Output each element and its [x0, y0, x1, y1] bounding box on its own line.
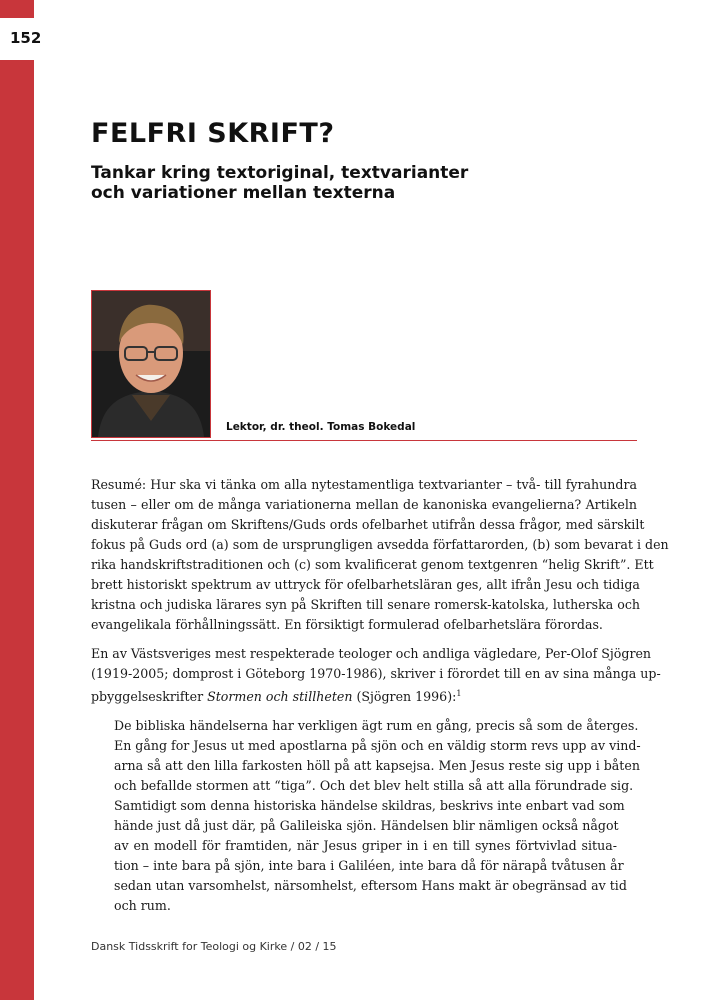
abstract-line: brett historiskt spektrum av uttryck för ofelbarhetsläran ges, allt ifrån Jesu och tidiga — [91, 577, 640, 592]
body-paragraph — [91, 644, 661, 707]
quote-line: tion – inte bara på sjön, inte bara i Galiléen, inte bara då för närapå tvåtusen år — [114, 858, 624, 873]
abstract-line: kristna och judiska lärares syn på Skriften till senare romersk-katolska, lutherska och — [91, 597, 641, 612]
block-quote — [114, 716, 641, 916]
quote-line: och rum. — [114, 898, 171, 913]
abstract — [91, 475, 669, 635]
quote-line: De bibliska händelserna har verkligen ägt rum en gång, precis så som de återges. — [114, 718, 639, 733]
footnote-marker[interactable]: 1 — [456, 689, 462, 698]
author-photo — [91, 290, 211, 438]
paragraph-text: (Sjögren 1996): — [352, 689, 457, 705]
quote-line: sedan utan varsomhelst, närsomhelst, eftersom Hans makt är obegränsad av tid — [114, 878, 627, 893]
page-number: 152 — [10, 29, 42, 47]
quote-line: Samtidigt som denna historiska händelse skildras, beskrivs inte enbart vad som — [114, 798, 625, 813]
page-edge-bar — [0, 0, 34, 1000]
article-subtitle — [91, 163, 591, 203]
abstract-line: diskuterar frågan om Skriftens/Guds ords ofelbarhet utifrån dessa frågor, med särskilt — [91, 517, 645, 532]
author-caption: Lektor, dr. theol. Tomas Bokedal — [226, 421, 416, 433]
abstract-line: Resumé: Hur ska vi tänka om alla nytestamentliga textvarianter – två- till fyrahundra — [91, 477, 637, 492]
quote-line: hände just då just där, på Galileiska sjön. Händelsen blir nämligen också något — [114, 818, 619, 833]
quote-line: arna så att den lilla farkosten höll på att kapsejsa. Men Jesus reste sig upp i båten — [114, 758, 640, 773]
quote-line: och befallde stormen att “tiga”. Och det blev helt stilla så att alla förundrade sig. — [114, 778, 634, 793]
subtitle-line: Tankar kring textoriginal, textvarianter — [91, 163, 469, 183]
paragraph-line: En av Västsveriges mest respekterade teologer och andliga vägledare, Per-Olof Sjögren — [91, 646, 652, 661]
abstract-line: evangelikala förhållningssätt. En försiktigt formulerad ofelbarhetslära förordas. — [91, 617, 603, 632]
paragraph-line: (1919-2005; domprost i Göteborg 1970-1986), skriver i förordet till en av sina många up- — [91, 666, 661, 681]
quote-line: av en modell för framtiden, när Jesus griper in i en till synes förtvivlad situa- — [114, 838, 617, 853]
header-divider — [91, 440, 637, 441]
author-portrait-image — [92, 291, 210, 437]
paragraph-text: pbyggelseskrifter — [91, 689, 208, 705]
journal-footer: Dansk Tidsskrift for Teologi og Kirke / 02 / 15 — [91, 940, 337, 953]
book-title: Stormen och stillheten — [207, 689, 353, 705]
paragraph-line — [91, 684, 637, 707]
abstract-line: tusen – eller om de många variationerna mellan de kanoniska evangelierna? Artikeln — [91, 497, 637, 512]
quote-line: En gång for Jesus ut med apostlarna på sjön och en väldig storm revs upp av vind- — [114, 738, 641, 753]
abstract-line: rika handskriftstraditionen och (c) som kvalificerat genom textgenren “helig Skrift”. Ett — [91, 557, 654, 572]
article-title: FELFRI SKRIFT? — [91, 118, 335, 149]
subtitle-line: och variationer mellan texterna — [91, 183, 396, 203]
abstract-line: fokus på Guds ord (a) som de ursprungligen avsedda författarorden, (b) som bevarat i den — [91, 537, 669, 552]
